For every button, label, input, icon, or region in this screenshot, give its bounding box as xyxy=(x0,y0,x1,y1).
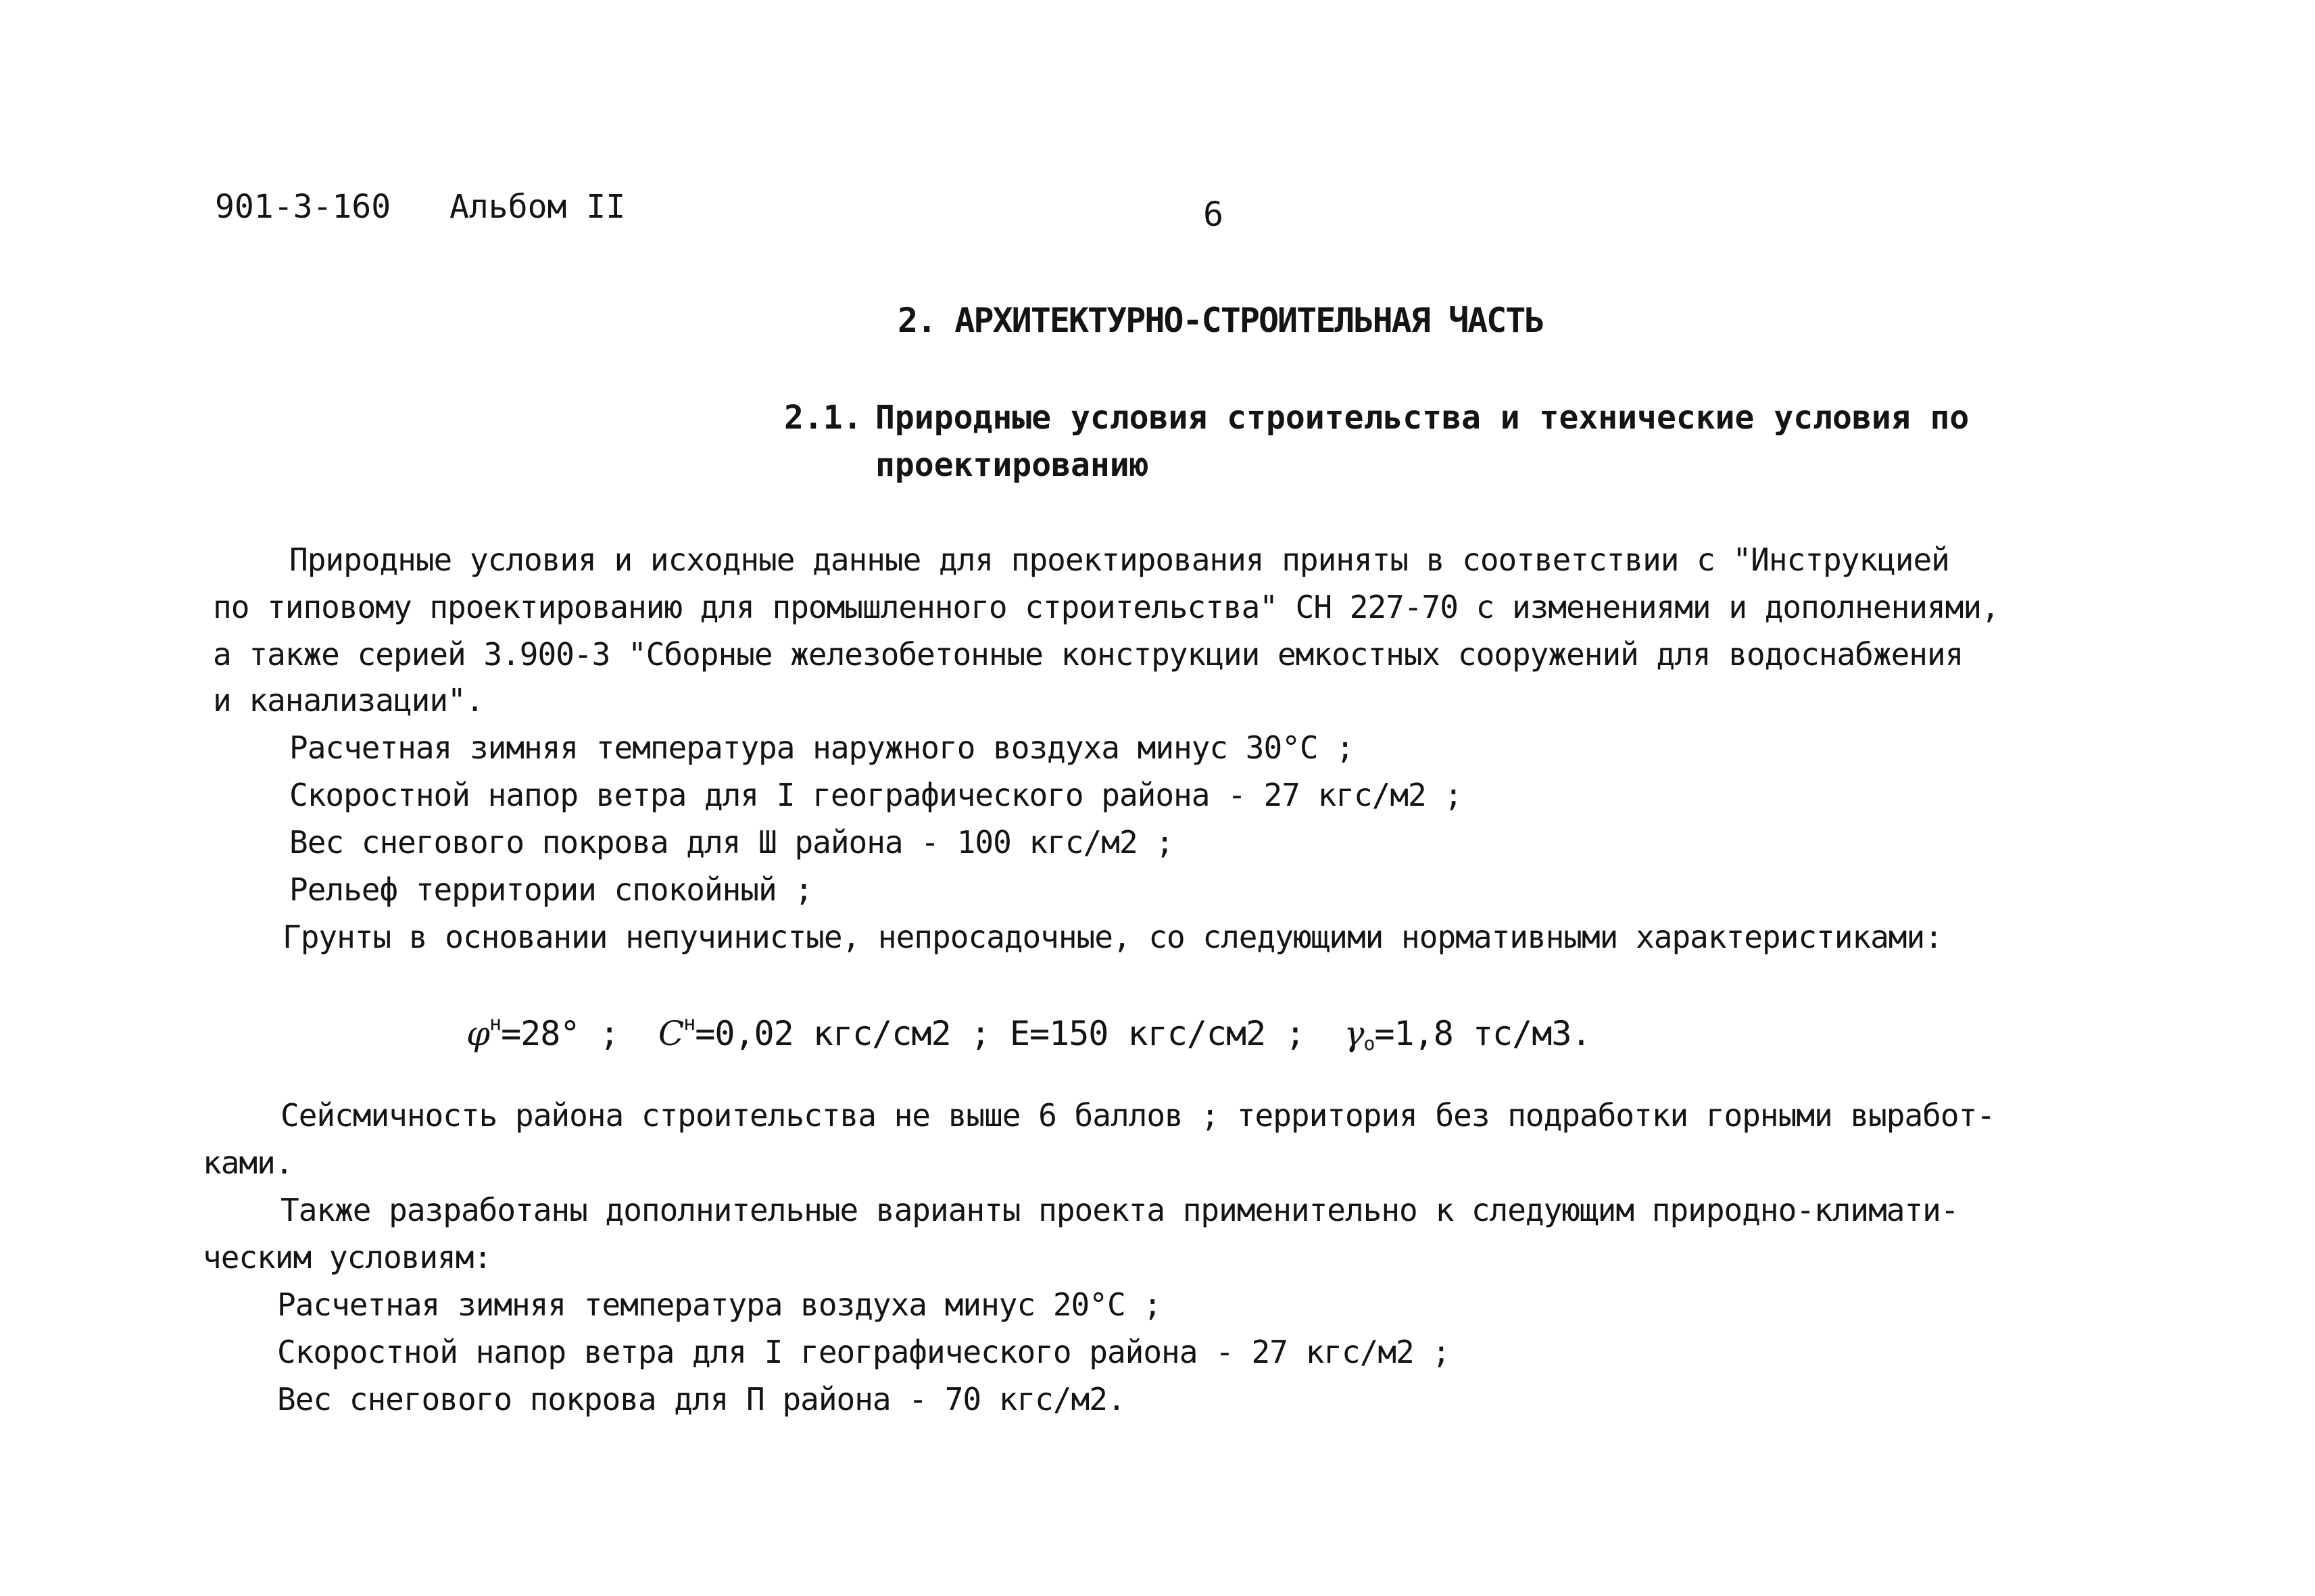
subsection-title-line-2: проектированию xyxy=(875,446,1149,484)
intro-line: Природные условия и исходные данные для проектирования приняты в соответствии с "Инструкцией xyxy=(289,541,1949,578)
gamma-subscript: о xyxy=(1363,1032,1375,1055)
document-code: 901-3-160 xyxy=(215,188,391,226)
condition-item: Вес снегового покрова для Ш района - 100 кгс/м2 ; xyxy=(289,824,1174,861)
condition-item: Грунты в основании непучинистые, непросадочные, со следующими нормативными характеристиками: xyxy=(283,919,1943,955)
variants-line: ческим условиям: xyxy=(203,1239,492,1276)
phi-value: =28° ; xyxy=(501,1014,619,1053)
variant-condition-item: Скоростной напор ветра для I географического района - 27 кгс/м2 ; xyxy=(277,1334,1451,1370)
c-value: =0,02 кгс/см2 ; Е=150 кгс/см2 ; xyxy=(695,1014,1305,1053)
seismic-line: ками. xyxy=(203,1144,293,1181)
variant-condition-item: Расчетная зимняя температура воздуха минус 20°С ; xyxy=(277,1286,1162,1323)
condition-item: Рельеф территории спокойный ; xyxy=(289,871,813,908)
section-title: 2. АРХИТЕКТУРНО-СТРОИТЕЛЬНАЯ ЧАСТЬ xyxy=(898,301,1544,340)
soil-characteristics-formula xyxy=(466,1014,1591,1053)
condition-item: Расчетная зимняя температура наружного воздуха минус 30°С ; xyxy=(289,729,1354,766)
c-symbol: С xyxy=(658,1014,684,1053)
intro-line: а также серией 3.900-3 "Сборные железобетонные конструкции емкостных сооружений для водоснабжения xyxy=(213,636,1964,673)
gamma-symbol: γ xyxy=(1344,1014,1364,1053)
condition-item: Скоростной напор ветра для I географического района - 27 кгс/м2 ; xyxy=(289,777,1463,813)
intro-line: и канализации". xyxy=(213,682,484,719)
page-number: 6 xyxy=(1203,195,1224,234)
variant-condition-item: Вес снегового покрова для П района - 70 кгс/м2. xyxy=(277,1381,1125,1418)
subsection-number: 2.1. xyxy=(784,399,862,437)
phi-superscript: н xyxy=(489,1012,502,1036)
intro-line: по типовому проектированию для промышленного строительства" СН 227-70 с изменениями и дополнениями, xyxy=(213,589,1999,625)
c-superscript: н xyxy=(683,1012,696,1036)
seismic-line: Сейсмичность района строительства не выше 6 баллов ; территория без подработки горными выработ- xyxy=(281,1097,1995,1134)
variants-line: Также разработаны дополнительные варианты проекта применительно к следующим природно-климати- xyxy=(281,1192,1959,1228)
album-label: Альбом II xyxy=(449,188,626,226)
phi-symbol: φ xyxy=(466,1014,490,1053)
subsection-title-line-1: Природные условия строительства и технические условия по xyxy=(875,399,1970,437)
gamma-value: =1,8 тс/м3. xyxy=(1374,1014,1591,1053)
